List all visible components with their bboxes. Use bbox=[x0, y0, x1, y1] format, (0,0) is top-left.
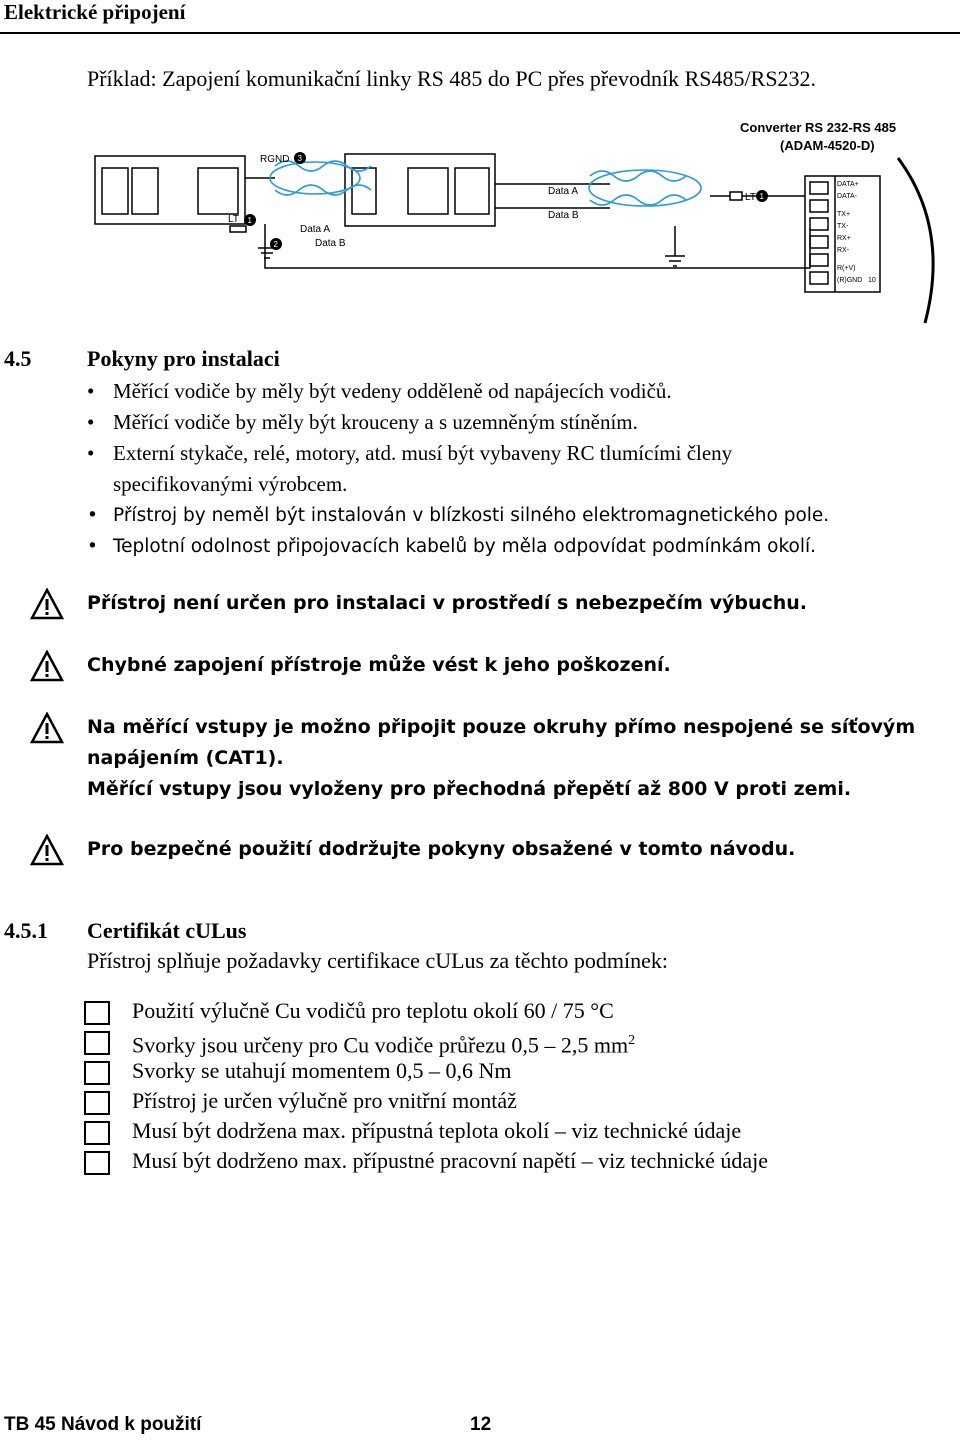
list-item: • Externí stykače, relé, motory, atd. musí být vybaveny RC tlumícími členy bbox=[87, 441, 733, 465]
section-number: 4.5 bbox=[4, 346, 32, 371]
warning-triangle-icon bbox=[30, 834, 64, 866]
warning-triangle-icon bbox=[30, 712, 64, 744]
converter-title-1: Converter RS 232-RS 485 bbox=[740, 120, 897, 135]
checkbox-icon bbox=[84, 1091, 110, 1115]
list-item: Použití výlučně Cu vodičů pro teplotu okolí 60 / 75 °C bbox=[84, 996, 944, 1026]
list-item: • Měřící vodiče by měly být krouceny a s uzemněným stíněním. bbox=[87, 410, 638, 434]
pin-label: DATA+ bbox=[837, 181, 859, 188]
converter-title-2: (ADAM-4520-D) bbox=[780, 138, 875, 153]
cert-intro: Přístroj splňuje požadavky certifikace cULus za těchto podmínek: bbox=[87, 948, 668, 973]
data-b-label-left: Data B bbox=[315, 238, 346, 249]
subsection-title: Certifikát cULus bbox=[87, 918, 247, 943]
header-divider bbox=[0, 32, 960, 34]
data-b-label-right: Data B bbox=[548, 210, 579, 221]
rgnd-label: RGND bbox=[260, 154, 290, 165]
marker-1-left: 1 bbox=[247, 216, 252, 225]
list-item: Svorky se utahují momentem 0,5 – 0,6 Nm bbox=[84, 1056, 944, 1086]
pin-label: RX- bbox=[837, 247, 850, 254]
section-title: Pokyny pro instalaci bbox=[87, 346, 280, 371]
marker-2: 2 bbox=[273, 240, 278, 249]
list-item: • Měřící vodiče by měly být vedeny odděleně od napájecích vodičů. bbox=[87, 379, 672, 403]
data-a-label-right: Data A bbox=[548, 186, 579, 197]
subsection-number: 4.5.1 bbox=[4, 918, 48, 943]
cert-condition-list bbox=[84, 996, 944, 1176]
device-2-terminal-block bbox=[345, 154, 495, 226]
pin-label: TX+ bbox=[837, 211, 851, 218]
checkbox-icon bbox=[84, 1061, 110, 1085]
warning-cat1: Na měřící vstupy je možno připojit pouze okruhy přímo nespojené se síťovým napájením (CAT1). Měřící vstupy jsou vyloženy pro přechodná přepětí až 800 V proti zemi. bbox=[30, 712, 950, 808]
pin-label: R(+V) bbox=[837, 265, 856, 272]
lt-label-right: LT bbox=[745, 192, 756, 203]
pin-label: DATA- bbox=[837, 193, 857, 200]
page-number: 12 bbox=[470, 1414, 492, 1435]
list-item: Musí být dodržena max. přípustná teplota okolí – viz technické údaje bbox=[84, 1116, 944, 1146]
marker-3: 3 bbox=[297, 154, 302, 163]
checkbox-icon bbox=[84, 1121, 110, 1145]
list-item: Musí být dodrženo max. přípustné pracovní napětí – viz technické údaje bbox=[84, 1146, 944, 1176]
page-header-title: Elektrické připojení bbox=[4, 0, 186, 24]
install-bullet-list bbox=[85, 376, 945, 562]
checkbox-icon bbox=[84, 1031, 110, 1055]
warning-triangle-icon bbox=[30, 650, 64, 682]
list-item: Přístroj je určen výlučně pro vnitřní montáž bbox=[84, 1086, 944, 1116]
list-item: • Přístroj by neměl být instalován v blízkosti silného elektromagnetického pole. bbox=[87, 505, 830, 526]
checkbox-icon bbox=[84, 1001, 110, 1025]
marker-1-right: 1 bbox=[759, 192, 764, 201]
rs485-wiring-diagram bbox=[90, 118, 935, 326]
list-item: • Teplotní odolnost připojovacích kabelů by měla odpovídat podmínkám okolí. bbox=[87, 536, 816, 557]
warning-triangle-icon bbox=[30, 588, 64, 620]
pin-label: (R)GND bbox=[837, 277, 863, 284]
warning-damage: Chybné zapojení přístroje může vést k jeho poškození. bbox=[30, 650, 950, 684]
lt-label-left: LT bbox=[228, 214, 239, 225]
data-a-label-left: Data A bbox=[300, 224, 331, 235]
pin-label: 10 bbox=[868, 277, 876, 284]
warning-explosion: Přístroj není určen pro instalaci v prostředí s nebezpečím výbuchu. bbox=[30, 588, 950, 622]
list-item: Svorky jsou určeny pro Cu vodiče průřezu 0,5 – 2,5 $mm^2$ bbox=[84, 1026, 944, 1056]
checkbox-icon bbox=[84, 1151, 110, 1175]
pin-label: RX+ bbox=[837, 235, 851, 242]
warning-safe-use: Pro bezpečné použití dodržujte pokyny obsažené v tomto návodu. bbox=[30, 834, 950, 868]
pin-label: TX- bbox=[837, 223, 849, 230]
footer-doc-title: TB 45 Návod k použití bbox=[4, 1414, 202, 1435]
example-caption: Příklad: Zapojení komunikační linky RS 485 do PC přes převodník RS485/RS232. bbox=[87, 66, 817, 91]
list-item-continuation: specifikovanými výrobcem. bbox=[113, 472, 348, 496]
